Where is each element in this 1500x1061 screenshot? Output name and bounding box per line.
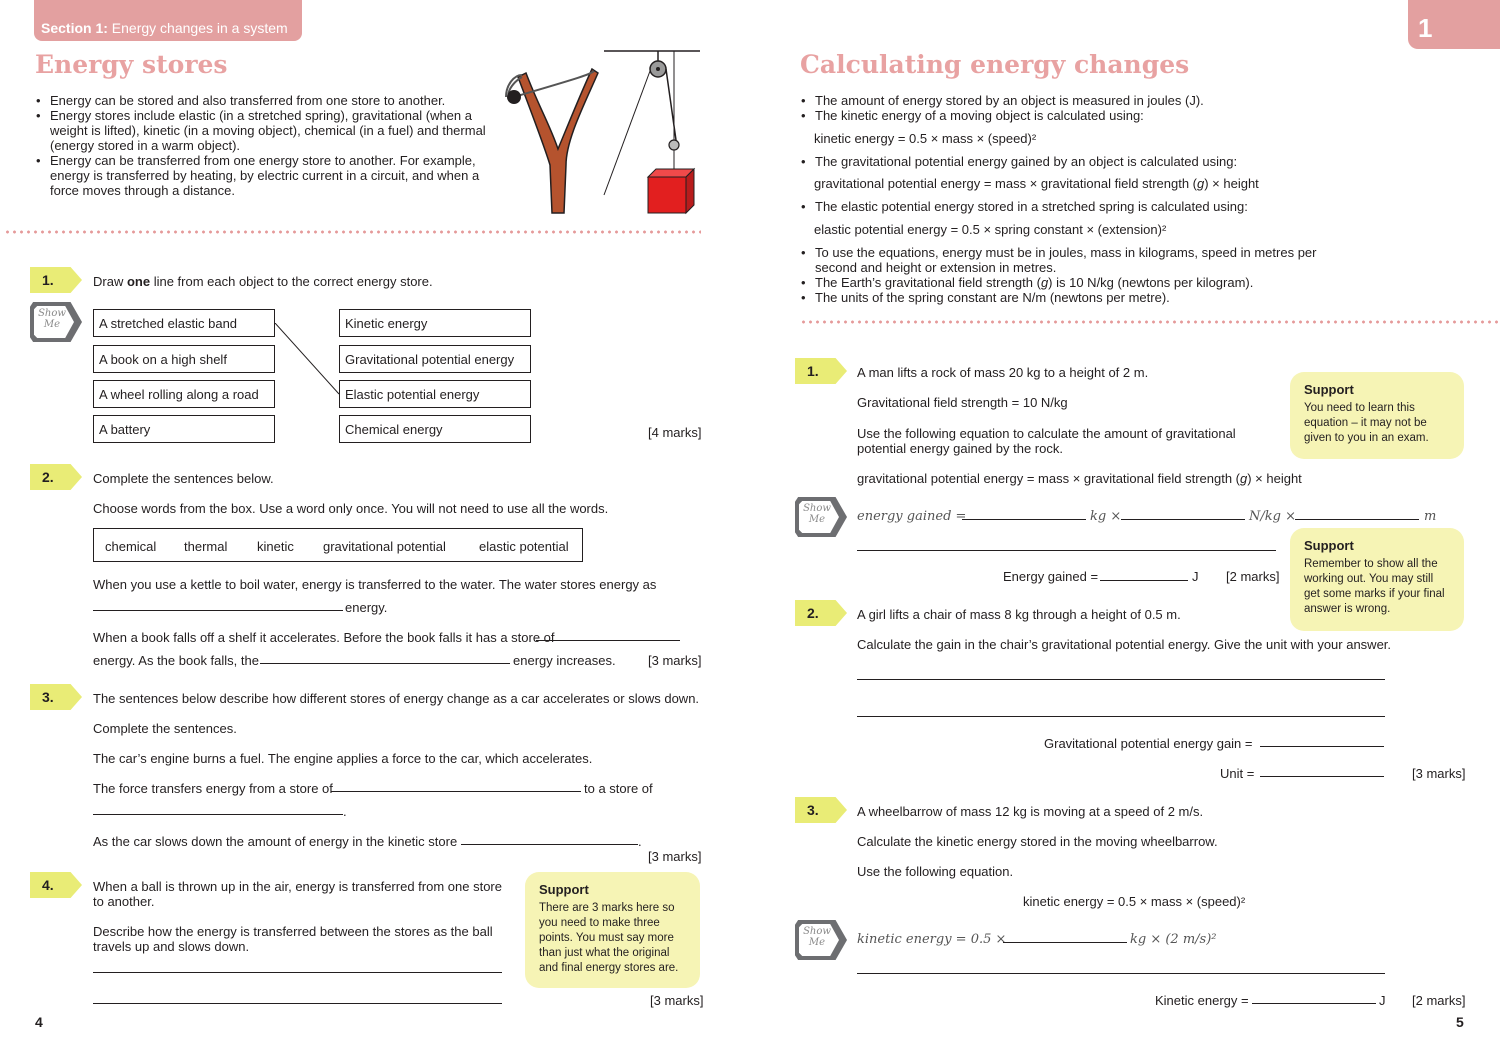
- question-number-3: [30, 684, 82, 710]
- bullet-epe: [800, 199, 1360, 214]
- r-bullet-7: • The units of the spring constant are N/m (newtons per metre).: [800, 290, 1360, 305]
- r-bullet-5: [800, 245, 1360, 275]
- rq1-equation: [857, 471, 1302, 486]
- show-me-label: Show Me: [38, 308, 66, 330]
- support-box-left: [525, 872, 700, 988]
- word-box: [93, 528, 583, 562]
- q1-marks: [4 marks]: [648, 425, 702, 440]
- slingshot-icon: [506, 69, 598, 213]
- rq1-use-2: potential energy gained by the rock.: [857, 441, 1063, 456]
- bullet-1: • Energy can be stored and also transferred from one store to another.: [35, 93, 495, 108]
- q1-post: line from each object to the correct energy store.: [150, 274, 433, 289]
- q2-number-text: 2.: [42, 469, 54, 485]
- rq2-unit-label: Unit =: [1220, 766, 1255, 781]
- object-box-3[interactable]: A wheel rolling along a road: [93, 380, 275, 408]
- q4-line-2: to another.: [93, 894, 155, 909]
- rq2-number-text: 2.: [807, 605, 819, 621]
- question-number-2: [30, 464, 82, 490]
- eq-epe: elastic potential energy = 0.5 × spring constant × (extension)²: [814, 222, 1167, 237]
- question-number-1: [30, 267, 82, 293]
- rq2-unit-blank[interactable]: [1260, 776, 1384, 777]
- eq-kinetic: kinetic energy = 0.5 × mass × (speed)²: [814, 131, 1037, 146]
- word-chemical: chemical: [105, 539, 157, 554]
- q3-sentence-2: The car’s engine burns a fuel. The engine applies a force to the car, which accelerates.: [93, 751, 593, 766]
- eq-gpe-post: ) × height: [1204, 176, 1259, 191]
- q3-blank-1[interactable]: [331, 791, 581, 792]
- rq3-use: Use the following equation.: [857, 864, 1014, 879]
- rq3-blank-mass[interactable]: [1003, 942, 1127, 943]
- rq3-worked-2: kg × (2 m/s)²: [1130, 932, 1217, 947]
- bullet-2: • Energy stores include elastic (in a stretched spring), gravitational (when a weight is lifted), kinetic (in a moving object), chemical (in a fuel) and thermal (energy stored in a warm object).: [35, 108, 495, 153]
- q4-number-text: 4.: [42, 877, 54, 893]
- eq-gpe-pre: gravitational potential energy = mass × gravitational field strength (: [814, 176, 1197, 191]
- pulley-icon: [604, 51, 700, 213]
- bullet-gpe: [800, 154, 1360, 169]
- intro-bullets: [35, 93, 495, 198]
- page-title-left: Energy stores: [35, 50, 228, 79]
- q4-line-3: Describe how the energy is transferred between the stores as the ball: [93, 924, 493, 939]
- rq2-answer-label: Gravitational potential energy gain =: [1044, 736, 1253, 751]
- rq2-answer-blank[interactable]: [1260, 746, 1384, 747]
- q3-blank-2[interactable]: [93, 814, 343, 815]
- object-box-1[interactable]: A stretched elastic band: [93, 309, 275, 337]
- support2-body: Remember to show all the working out. You may still get some marks if your final answer is wrong.: [1304, 558, 1445, 615]
- rq1-worked-3: N/kg ×: [1249, 509, 1296, 524]
- q2-sentence-3-end: energy increases.: [513, 653, 616, 668]
- q3-sentence-4-end: .: [638, 834, 642, 849]
- q1-number-text: 1.: [42, 272, 54, 288]
- rq2-working-line-1[interactable]: [857, 679, 1385, 680]
- store-box-3[interactable]: Elastic potential energy: [339, 380, 531, 408]
- support-heading: Support: [539, 882, 589, 897]
- chapter-number: 1: [1418, 13, 1433, 43]
- divider-dots-left: [4, 230, 701, 234]
- rq3-worked-1: kinetic energy = 0.5 ×: [857, 932, 1007, 947]
- r-bullet-5a: To use the equations, energy must be in joules, mass in kilograms, speed in metres per: [815, 245, 1317, 260]
- rq3-calc: Calculate the kinetic energy stored in the moving wheelbarrow.: [857, 834, 1218, 849]
- q2-blank-2[interactable]: [536, 640, 680, 641]
- bullet-units: [800, 245, 1360, 305]
- divider-dots-right: [800, 320, 1500, 324]
- r-bullet-5b: second and height or extension in metres.: [815, 260, 1057, 275]
- page-title-right: Calculating energy changes: [800, 50, 1190, 79]
- rq3-answer-label: Kinetic energy =: [1155, 993, 1249, 1008]
- show-me-button-r3[interactable]: [795, 920, 847, 960]
- object-box-2[interactable]: A book on a high shelf: [93, 345, 275, 373]
- rq1-use-1: Use the following equation to calculate the amount of gravitational: [857, 426, 1236, 441]
- rq3-text: A wheelbarrow of mass 12 kg is moving at a speed of 2 m/s.: [857, 804, 1204, 819]
- slingshot-pulley-illustration: [500, 45, 705, 220]
- q2-blank-1[interactable]: [93, 610, 343, 611]
- word-gravitational-potential: gravitational potential: [323, 539, 446, 554]
- q1-pre: Draw: [93, 274, 127, 289]
- rq2-text: A girl lifts a chair of mass 8 kg through a height of 0.5 m.: [857, 607, 1181, 622]
- r-bullet-3: • The gravitational potential energy gained by an object is calculated using:: [800, 154, 1360, 169]
- rq1-number-text: 1.: [807, 363, 819, 379]
- section-tab-bold: Section 1:: [41, 20, 108, 36]
- rq3-working-line[interactable]: [857, 973, 1385, 974]
- show-me-button-r1[interactable]: [795, 497, 847, 537]
- word-thermal: thermal: [184, 539, 228, 554]
- page-number-left: 4: [35, 1014, 43, 1030]
- support-body: There are 3 marks here so you need to make three points. You must say more than just what the original and final energy stores are.: [539, 902, 679, 974]
- rq3-marks: [2 marks]: [1412, 993, 1466, 1008]
- support-box-right-2: [1290, 528, 1464, 631]
- q2-sentence-2: When a book falls off a shelf it accelerates. Before the book falls it has a store of: [93, 630, 555, 645]
- rq1-eq-pre: gravitational potential energy = mass × gravitational field strength (: [857, 471, 1240, 486]
- r-bullet-1: • The amount of energy stored by an object is measured in joules (J).: [800, 93, 1360, 108]
- rq1-worked-4: m: [1424, 509, 1437, 524]
- q3-sentence-3-end: .: [343, 804, 347, 819]
- show-me-button[interactable]: [30, 302, 82, 342]
- support2-heading: Support: [1304, 538, 1354, 553]
- r-bullet-6-g: g: [1040, 275, 1049, 290]
- section-tab-text: Energy changes in a system: [107, 20, 288, 36]
- q4-answer-line-2[interactable]: [93, 1003, 502, 1004]
- rq1-blank-height[interactable]: [1295, 519, 1419, 520]
- rq1-worked-2: kg ×: [1090, 509, 1122, 524]
- word-elastic-potential: elastic potential: [479, 539, 569, 554]
- rq3-answer-blank[interactable]: [1252, 1003, 1376, 1004]
- show-me-label-r1: Show Me: [803, 503, 831, 525]
- rq1-text: A man lifts a rock of mass 20 kg to a height of 2 m.: [857, 365, 1149, 380]
- q3-blank-3[interactable]: [461, 844, 638, 845]
- support-box-right-1: [1290, 372, 1464, 459]
- r-bullet-4: • The elastic potential energy stored in a stretched spring is calculated using:: [800, 199, 1360, 214]
- q3-sentence-3-mid: to a store of: [584, 781, 653, 796]
- q4-marks: [3 marks]: [650, 993, 704, 1008]
- q3-sentence-1: Complete the sentences.: [93, 721, 237, 736]
- r-bullet-6-post: ) is 10 N/kg (newtons per kilogram).: [1048, 275, 1254, 290]
- page-number-right: 5: [1456, 1014, 1464, 1030]
- word-kinetic: kinetic: [257, 539, 294, 554]
- rq3-answer-unit: J: [1379, 993, 1386, 1008]
- rq1-answer-unit: J: [1192, 569, 1199, 584]
- rq1-gfs: Gravitational field strength = 10 N/kg: [857, 395, 1068, 410]
- q1-bold: one: [126, 274, 151, 289]
- rq1-answer-label: Energy gained =: [1003, 569, 1099, 584]
- rq2-marks: [3 marks]: [1412, 766, 1466, 781]
- q2-marks: [3 marks]: [648, 653, 702, 668]
- eq-gpe-g: g: [1197, 176, 1205, 191]
- q4-answer-line-1[interactable]: [93, 972, 502, 973]
- q3-sentence-4: As the car slows down the amount of energy in the kinetic store: [93, 834, 458, 849]
- equation-bullets: [800, 93, 1360, 123]
- q3-number-text: 3.: [42, 689, 54, 705]
- rq2-working-line-2[interactable]: [857, 716, 1385, 717]
- q4-line-1: When a ball is thrown up in the air, energy is transferred from one store: [93, 879, 502, 894]
- rq1-blank-gfs[interactable]: [1121, 519, 1245, 520]
- q2-blank-3[interactable]: [260, 663, 510, 664]
- support1-heading: Support: [1304, 382, 1354, 397]
- q1-instruction: [93, 274, 433, 289]
- r-bullet-6-pre: The Earth’s gravitational field strength (: [815, 275, 1041, 290]
- rq1-marks: [2 marks]: [1226, 569, 1280, 584]
- chapter-tab: [1408, 0, 1500, 49]
- q3-sentence-3: The force transfers energy from a store of: [93, 781, 333, 796]
- rq3-number-text: 3.: [807, 802, 819, 818]
- eq-gpe: [814, 176, 1259, 191]
- q3-text: The sentences below describe how different stores of energy change as a car accelerates or slows down.: [93, 691, 700, 706]
- rq1-answer-blank[interactable]: [1100, 580, 1188, 581]
- q2-sentence-1-end: energy.: [345, 600, 388, 615]
- bullet-3: • Energy can be transferred from one energy store to another. For example, energy is transferred by heating, by electric current in a circuit, and when a force moves through a distance.: [35, 153, 495, 198]
- support1-body: You need to learn this equation – it may not be given to you in an exam.: [1304, 402, 1429, 444]
- q2-sentence-3: energy. As the book falls, the: [93, 653, 259, 668]
- rq1-blank-mass[interactable]: [962, 519, 1086, 520]
- q4-line-4: travels up and slows down.: [93, 939, 250, 954]
- rq3-equation: kinetic energy = 0.5 × mass × (speed)²: [1023, 894, 1246, 909]
- r-bullet-2: • The kinetic energy of a moving object is calculated using:: [800, 108, 1360, 123]
- store-box-4[interactable]: Chemical energy: [339, 415, 531, 443]
- section-tab: [34, 0, 302, 41]
- r-bullet-6: [800, 275, 1360, 290]
- q2-sentence-1: When you use a kettle to boil water, energy is transferred to the water. The water stores energy as: [93, 577, 657, 592]
- q2-text: Complete the sentences below.: [93, 471, 274, 486]
- rq1-eq-post: ) × height: [1247, 471, 1302, 486]
- store-box-2[interactable]: Gravitational potential energy: [339, 345, 531, 373]
- object-box-4[interactable]: A battery: [93, 415, 275, 443]
- rq2-calc: Calculate the gain in the chair’s gravitational potential energy. Give the unit with your answer.: [857, 637, 1392, 652]
- store-box-1[interactable]: Kinetic energy: [339, 309, 531, 337]
- r-question-number-1: [795, 358, 847, 384]
- show-me-label-r3: Show Me: [803, 926, 831, 948]
- question-number-4: [30, 872, 82, 898]
- rq1-worked-1: energy gained =: [857, 509, 967, 524]
- rq1-eq-g: g: [1240, 471, 1248, 486]
- r-question-number-3: [795, 797, 847, 823]
- q3-marks: [3 marks]: [648, 849, 702, 864]
- q2-instruction: Choose words from the box. Use a word only once. You will not need to use all the words.: [93, 501, 609, 516]
- rq1-working-line[interactable]: [857, 550, 1276, 551]
- r-question-number-2: [795, 600, 847, 626]
- example-match-line: [275, 323, 341, 395]
